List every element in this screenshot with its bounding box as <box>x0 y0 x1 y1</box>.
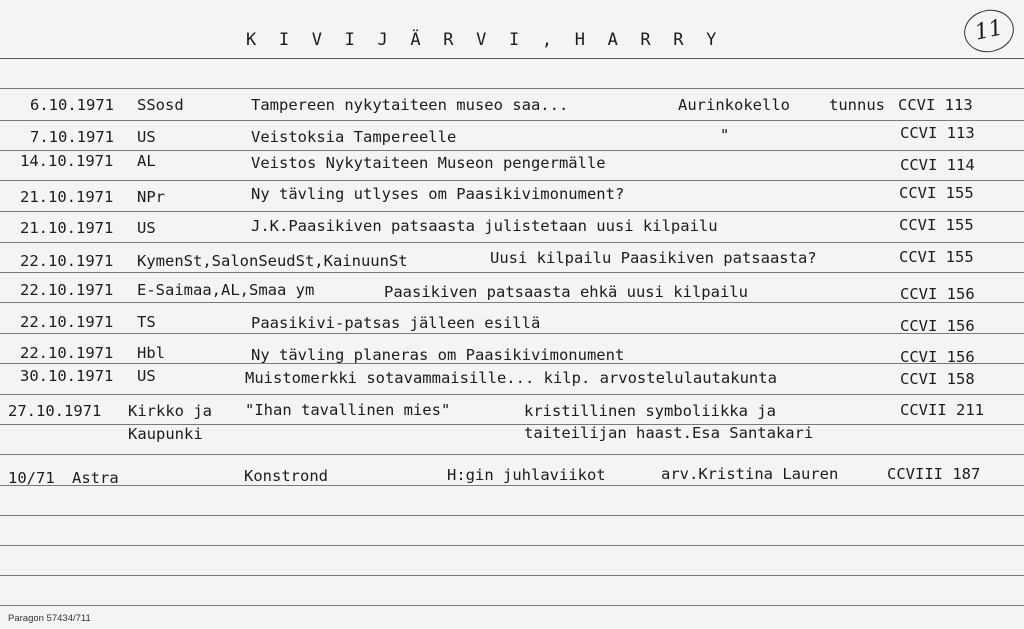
card-number: 11 <box>960 5 1018 56</box>
entry-note: H:gin juhlaviikot <box>447 466 606 484</box>
rule-line <box>0 545 1024 546</box>
entry-source: US <box>137 367 156 385</box>
entry-source: US <box>137 128 156 146</box>
entry-note2: taiteilijan haast.Esa Santakari <box>524 424 814 442</box>
printer-imprint: Paragon 57434/711 <box>8 613 91 624</box>
rule-line <box>0 454 1024 455</box>
entry-headline: "Ihan tavallinen mies" <box>245 401 451 419</box>
rule-line <box>0 88 1024 89</box>
entry-note: kristillinen symboliikka ja <box>524 402 776 420</box>
rule-line <box>0 120 1024 121</box>
entry-ref: CCVI 156 <box>900 285 975 303</box>
entry-headline: Paasikivi-patsas jälleen esillä <box>251 314 541 332</box>
entry-source-line2: Kaupunki <box>128 425 203 443</box>
rule-line <box>0 150 1024 151</box>
entry-ref: CCVI 155 <box>899 248 974 266</box>
entry-source: KymenSt,SalonSeudSt,KainuunSt <box>137 252 408 270</box>
rule-line <box>0 333 1024 334</box>
entry-source: E-Saimaa,AL,Smaa ym <box>137 281 315 299</box>
entry-date: 10/71 <box>8 469 55 487</box>
entry-date: 21.10.1971 <box>20 188 114 206</box>
entry-date: 22.10.1971 <box>20 252 114 270</box>
entry-ref: CCVI 113 <box>898 96 973 114</box>
entry-note: Aurinkokello <box>678 96 790 114</box>
card-title: K I V I J Ä R V I , H A R R Y <box>246 30 723 50</box>
entry-ref: CCVI 113 <box>900 124 975 142</box>
entry-date: 22.10.1971 <box>20 313 114 331</box>
entry-headline: J.K.Paasikiven patsaasta julistetaan uusi kilpailu <box>251 217 718 235</box>
entry-ref: CCVI 155 <box>899 184 974 202</box>
entry-source: US <box>137 219 156 237</box>
entry-source: Hbl <box>137 344 165 362</box>
entry-date: 27.10.1971 <box>8 402 102 420</box>
entry-headline: Muistomerkki sotavammaisille... kilp. arvostelulautakunta <box>245 369 777 387</box>
entry-date: 22.10.1971 <box>20 344 114 362</box>
rule-line <box>0 242 1024 243</box>
entry-source: Astra <box>72 469 119 487</box>
entry-source: TS <box>137 313 156 331</box>
entry-ref: CCVII 211 <box>900 401 984 419</box>
entry-ref: CCVI 156 <box>900 348 975 366</box>
rule-line <box>0 575 1024 576</box>
entry-headline: Ny tävling planeras om Paasikivimonument <box>251 346 625 364</box>
rule-line <box>0 58 1024 59</box>
entry-ref: CCVI 155 <box>899 216 974 234</box>
rule-line <box>0 302 1024 303</box>
rule-line <box>0 605 1024 606</box>
entry-date: 21.10.1971 <box>20 219 114 237</box>
entry-ref: CCVI 114 <box>900 156 975 174</box>
entry-headline: Veistos Nykytaiteen Museon pengermälle <box>251 154 606 172</box>
entry-date: 7.10.1971 <box>30 128 114 146</box>
rule-line <box>0 272 1024 273</box>
entry-note: " <box>720 126 730 144</box>
rule-line <box>0 485 1024 486</box>
entry-ref: CCVI 156 <box>900 317 975 335</box>
entry-date: 30.10.1971 <box>20 367 114 385</box>
entry-source: NPr <box>137 188 165 206</box>
rule-line <box>0 394 1024 395</box>
entry-note2: tunnus <box>829 96 885 114</box>
entry-headline: Ny tävling utlyses om Paasikivimonument? <box>251 185 625 203</box>
rule-line <box>0 180 1024 181</box>
entry-note2: arv.Kristina Lauren <box>661 465 839 483</box>
rule-line <box>0 211 1024 212</box>
entry-date: 14.10.1971 <box>20 152 114 170</box>
entry-date: 6.10.1971 <box>30 96 114 114</box>
entry-source: AL <box>137 152 156 170</box>
entry-source: SSosd <box>137 96 184 114</box>
entry-headline: Paasikiven patsaasta ehkä uusi kilpailu <box>384 283 748 301</box>
entry-ref: CCVIII 187 <box>887 465 981 483</box>
entry-ref: CCVI 158 <box>900 370 975 388</box>
entry-headline: Tampereen nykytaiteen museo saa... <box>251 96 569 114</box>
entry-headline: Uusi kilpailu Paasikiven patsaasta? <box>490 249 817 267</box>
rule-line <box>0 515 1024 516</box>
entry-headline: Konstrond <box>244 467 328 485</box>
entry-headline: Veistoksia Tampereelle <box>251 128 457 146</box>
entry-source: Kirkko ja <box>128 402 212 420</box>
entry-date: 22.10.1971 <box>20 281 114 299</box>
